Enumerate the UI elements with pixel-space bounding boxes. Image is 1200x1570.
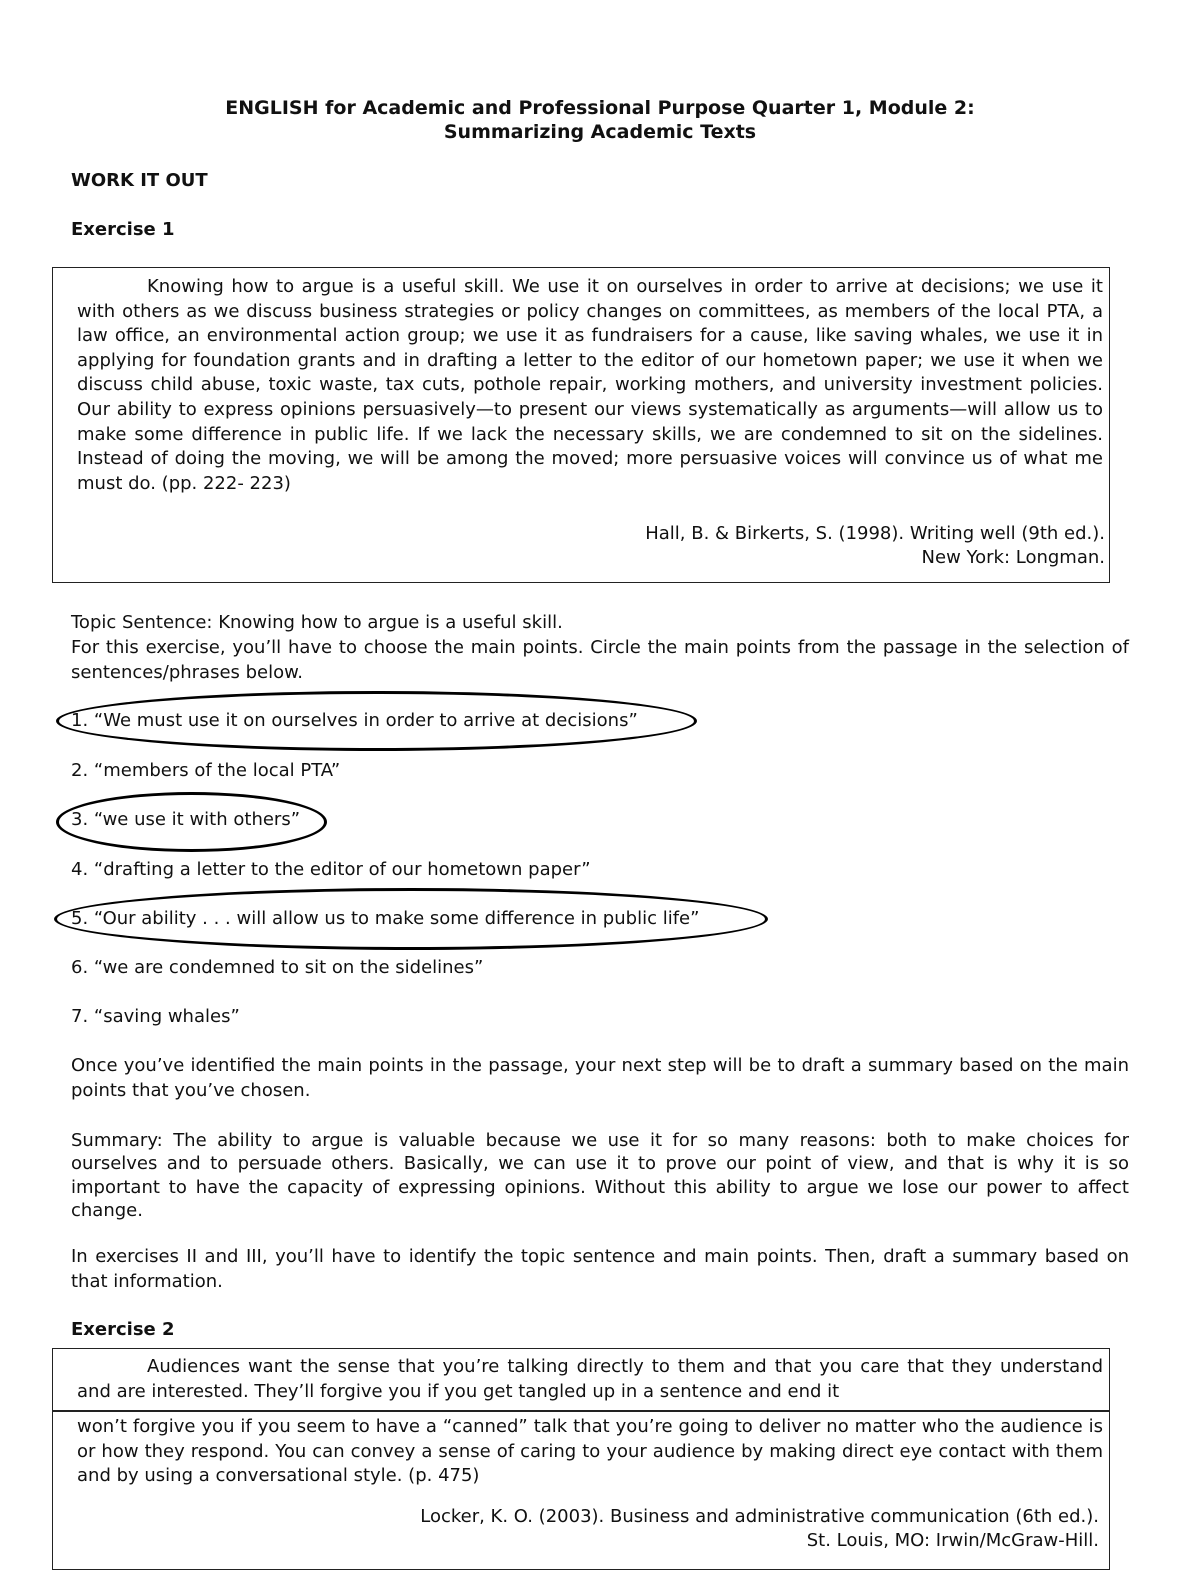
exercise1-passage-box [52, 267, 1110, 583]
exercise2-passage-part2: won’t forgive you if you seem to have a “canned” talk that you’re going to deliver no matter who the audience is or how they respond. You can convey a sense of caring to your audience by making direct eye contact with them and by using a conversational style. (p. 475) [77, 1416, 1103, 1487]
exercise1-heading: Exercise 1 [71, 219, 175, 240]
exercise1-passage: Knowing how to argue is a useful skill. We use it on ourselves in order to arrive at decisions; we use it with others as we discuss business strategies or policy changes on committees, as members of the local PTA, a law office, an environmental action group; we use it as fundraisers for a cause, like saving whales, we use it in applying for foundation grants and in drafting a letter to the editor of our hometown paper; we use it when we discuss child abuse, toxic waste, tax cuts, pothole repair, working mothers, and university investment policies. Our ability to express opinions persuasively—to present our views systematically as arguments—will allow us to make some difference in public life. If we lack the necessary skills, we are condemned to sit on the sidelines. Instead of doing the moving, we will be among the moved; more persuasive voices will convince us of what me must do. (pp. 222- 223) [77, 276, 1103, 494]
exercise1-citation-line1: Hall, B. & Birkerts, S. (1998). Writing well (9th ed.). [645, 523, 1105, 544]
circle-mark [56, 691, 697, 751]
exercise2-heading: Exercise 2 [71, 1319, 175, 1340]
circle-mark [54, 888, 768, 950]
transition-paragraph: In exercises II and III, you’ll have to identify the topic sentence and main points. Then, draft a summary based on that information. [71, 1246, 1129, 1292]
document-title-line1: ENGLISH for Academic and Professional Purpose Quarter 1, Module 2: [225, 97, 975, 119]
document-title-line2: Summarizing Academic Texts [443, 121, 757, 143]
summary-paragraph: Summary: The ability to argue is valuable because we use it for so many reasons: both to make choices for ourselves and to persuade others. Basically, we can use it to prove our point of view, and that is why it is so important to have the capacity of expressing opinions. Without this ability to argue we lose our power to affect change. [71, 1130, 1129, 1221]
list-item: 4. “drafting a letter to the editor of our hometown paper” [71, 859, 591, 880]
exercise1-instructions: For this exercise, you’ll have to choose the main points. Circle the main points from the passage in the selection of sentences/phrases below. [71, 637, 1129, 683]
exercise2-passage-box-bottom [52, 1410, 1110, 1570]
circle-mark [56, 792, 327, 852]
exercise2-passage-box-top [52, 1348, 1110, 1411]
list-item: 1. “We must use it on ourselves in order to arrive at decisions” [71, 710, 638, 731]
exercise2-passage-part1: Audiences want the sense that you’re talking directly to them and that you care that they understand and are interested. They’ll forgive you if you get tangled up in a sentence and end it [77, 1356, 1103, 1402]
list-item: 6. “we are condemned to sit on the sidelines” [71, 957, 484, 978]
list-item: 3. “we use it with others” [71, 809, 301, 830]
list-item: 5. “Our ability . . . will allow us to make some difference in public life” [71, 908, 700, 929]
topic-sentence: Topic Sentence: Knowing how to argue is a useful skill. [71, 612, 563, 633]
exercise2-citation-line1: Locker, K. O. (2003). Business and administrative communication (6th ed.). [420, 1506, 1099, 1527]
list-item: 2. “members of the local PTA” [71, 760, 341, 781]
next-step-paragraph: Once you’ve identified the main points in the passage, your next step will be to draft a summary based on the main points that you’ve chosen. [71, 1055, 1129, 1101]
exercise2-citation-line2: St. Louis, MO: Irwin/McGraw-Hill. [806, 1530, 1099, 1551]
section-heading: WORK IT OUT [71, 170, 208, 191]
exercise1-citation-line2: New York: Longman. [921, 547, 1105, 568]
list-item: 7. “saving whales” [71, 1006, 240, 1027]
